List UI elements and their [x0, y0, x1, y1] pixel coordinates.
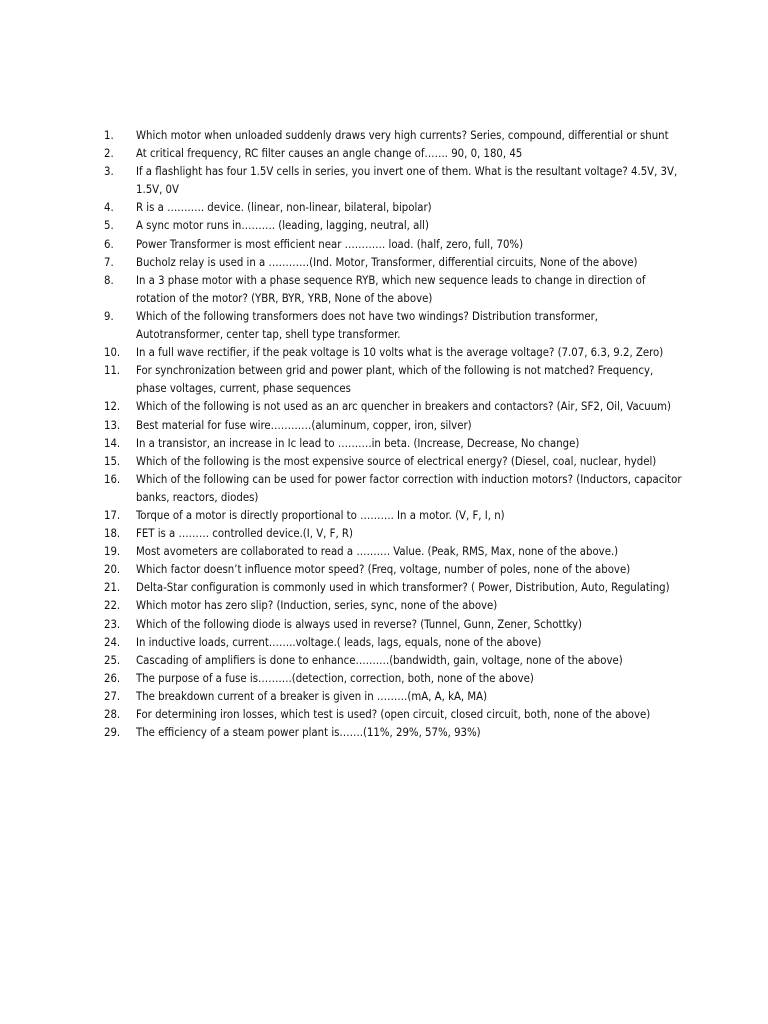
- question-text: Best material for fuse wire…………(aluminum, copper, iron, silver): [136, 418, 472, 432]
- question-item: [104, 362, 684, 398]
- question-text: Power Transformer is most efficient near ………… load. (half, zero, full, 70%): [136, 237, 524, 251]
- question-number: 2.: [104, 147, 114, 161]
- question-text: FET is a ……… controlled device.(I, V, F, R): [136, 527, 353, 541]
- question-number: 21.: [104, 581, 121, 595]
- question-number: 23.: [104, 617, 121, 631]
- question-text: Which factor doesn’t influence motor speed? (Freq, voltage, number of poles, none of the above): [136, 563, 631, 577]
- question-number: 15.: [104, 454, 121, 468]
- question-item: [104, 217, 684, 235]
- question-number: 20.: [104, 563, 121, 577]
- question-item: [104, 724, 684, 742]
- question-item: [104, 616, 684, 634]
- question-number: 10.: [104, 346, 121, 360]
- question-item: [104, 127, 684, 145]
- question-item: [104, 688, 684, 706]
- question-item: [104, 145, 684, 163]
- question-text: For synchronization between grid and power plant, which of the following is not matched? Frequency, phase voltages, current, phase sequences: [136, 364, 654, 396]
- question-number: 9.: [104, 309, 114, 323]
- question-item: [104, 254, 684, 272]
- question-number: 1.: [104, 129, 114, 142]
- question-text: Which of the following is the most expensive source of electrical energy? (Diesel, coal, nuclear, hydel): [136, 454, 657, 468]
- question-item: [104, 398, 684, 416]
- question-item: [104, 634, 684, 652]
- question-item: [104, 308, 684, 344]
- question-number: 7.: [104, 255, 114, 269]
- question-item: [104, 435, 684, 453]
- question-item: [104, 471, 684, 507]
- question-text: In a full wave rectifier, if the peak voltage is 10 volts what is the average voltage? (7.07, 6.3, 9.2, Zero): [136, 346, 664, 360]
- question-item: [104, 561, 684, 579]
- question-item: [104, 706, 684, 724]
- question-text: In inductive loads, current……..voltage.( leads, lags, equals, none of the above): [136, 635, 542, 649]
- question-text: Which of the following can be used for power factor correction with induction motors? (Inductors, capacitor banks, reactors, diodes): [136, 472, 682, 504]
- question-number: 25.: [104, 653, 121, 667]
- question-number: 14.: [104, 436, 121, 450]
- question-text: Which of the following transformers does not have two windings? Distribution transformer, Autotransformer, center tap, shell type transformer.: [136, 309, 599, 342]
- question-text: Which of the following diode is always used in reverse? (Tunnel, Gunn, Zener, Schottky): [136, 617, 582, 631]
- question-text: If a flashlight has four 1.5V cells in series, you invert one of them. What is the resultant voltage? 4.5V, 3V, 1.5V, 0V: [136, 165, 678, 197]
- question-number: 3.: [104, 165, 114, 179]
- question-number: 11.: [104, 364, 121, 378]
- question-text: For determining iron losses, which test is used? (open circuit, closed circuit, both, none of the above): [136, 708, 651, 721]
- question-text: Torque of a motor is directly proportional to ………. In a motor. (V, F, I, n): [136, 508, 505, 522]
- question-text: In a transistor, an increase in Ic lead to ……….in beta. (Increase, Decrease, No change): [136, 436, 580, 450]
- question-number: 12.: [104, 400, 121, 414]
- question-text: Bucholz relay is used in a …………(Ind. Motor, Transformer, differential circuits, None of the above): [136, 255, 638, 269]
- question-text: Cascading of amplifiers is done to enhance……….(bandwidth, gain, voltage, none of the above): [136, 653, 623, 667]
- question-number: 28.: [104, 708, 121, 721]
- question-number: 18.: [104, 527, 121, 541]
- question-number: 17.: [104, 508, 121, 522]
- question-number: 13.: [104, 418, 121, 432]
- question-text: The purpose of a fuse is……….(detection, correction, both, none of the above): [136, 671, 534, 685]
- question-text: The efficiency of a steam power plant is…….(11%, 29%, 57%, 93%): [136, 726, 481, 740]
- question-text: Most avometers are collaborated to read a ………. Value. (Peak, RMS, Max, none of the above.): [136, 545, 619, 559]
- question-text: Which of the following is not used as an arc quencher in breakers and contactors? (Air, SF2, Oil, Vacuum): [136, 400, 672, 414]
- question-text: Which motor when unloaded suddenly draws very high currents? Series, compound, differential or shunt: [136, 129, 669, 142]
- question-text: Which motor has zero slip? (Induction, series, sync, none of the above): [136, 599, 498, 613]
- question-number: 24.: [104, 635, 121, 649]
- question-item: [104, 417, 684, 435]
- question-item: [104, 670, 684, 688]
- question-number: 4.: [104, 201, 114, 215]
- question-text: Delta-Star configuration is commonly used in which transformer? ( Power, Distribution, Auto, Regulating): [136, 581, 670, 595]
- question-item: [104, 344, 684, 362]
- question-item: [104, 652, 684, 670]
- question-text: In a 3 phase motor with a phase sequence RYB, which new sequence leads to change in direction of rotation of the motor? (YBR, BYR, YRB, None of the above): [136, 273, 646, 305]
- question-number: 29.: [104, 726, 121, 740]
- question-number: 16.: [104, 472, 121, 486]
- question-item: [104, 543, 684, 561]
- question-number: 6.: [104, 237, 114, 251]
- question-item: [104, 597, 684, 615]
- question-number: 8.: [104, 273, 114, 287]
- question-item: [104, 525, 684, 543]
- question-number: 5.: [104, 219, 114, 233]
- question-item: [104, 236, 684, 254]
- question-item: [104, 507, 684, 525]
- question-item: [104, 199, 684, 217]
- question-number: 26.: [104, 671, 121, 685]
- question-item: [104, 163, 684, 199]
- question-list: [104, 127, 684, 742]
- question-number: 19.: [104, 545, 121, 559]
- question-number: 22.: [104, 599, 121, 613]
- question-number: 27.: [104, 689, 121, 703]
- question-item: [104, 272, 684, 308]
- question-item: [104, 579, 684, 597]
- question-text: At critical frequency, RC filter causes an angle change of……. 90, 0, 180, 45: [136, 147, 523, 161]
- question-text: The breakdown current of a breaker is given in ………(mA, A, kA, MA): [136, 689, 488, 703]
- question-text: R is a ……….. device. (linear, non-linear, bilateral, bipolar): [136, 201, 432, 215]
- question-item: [104, 453, 684, 471]
- question-text: A sync motor runs in………. (leading, lagging, neutral, all): [136, 219, 429, 233]
